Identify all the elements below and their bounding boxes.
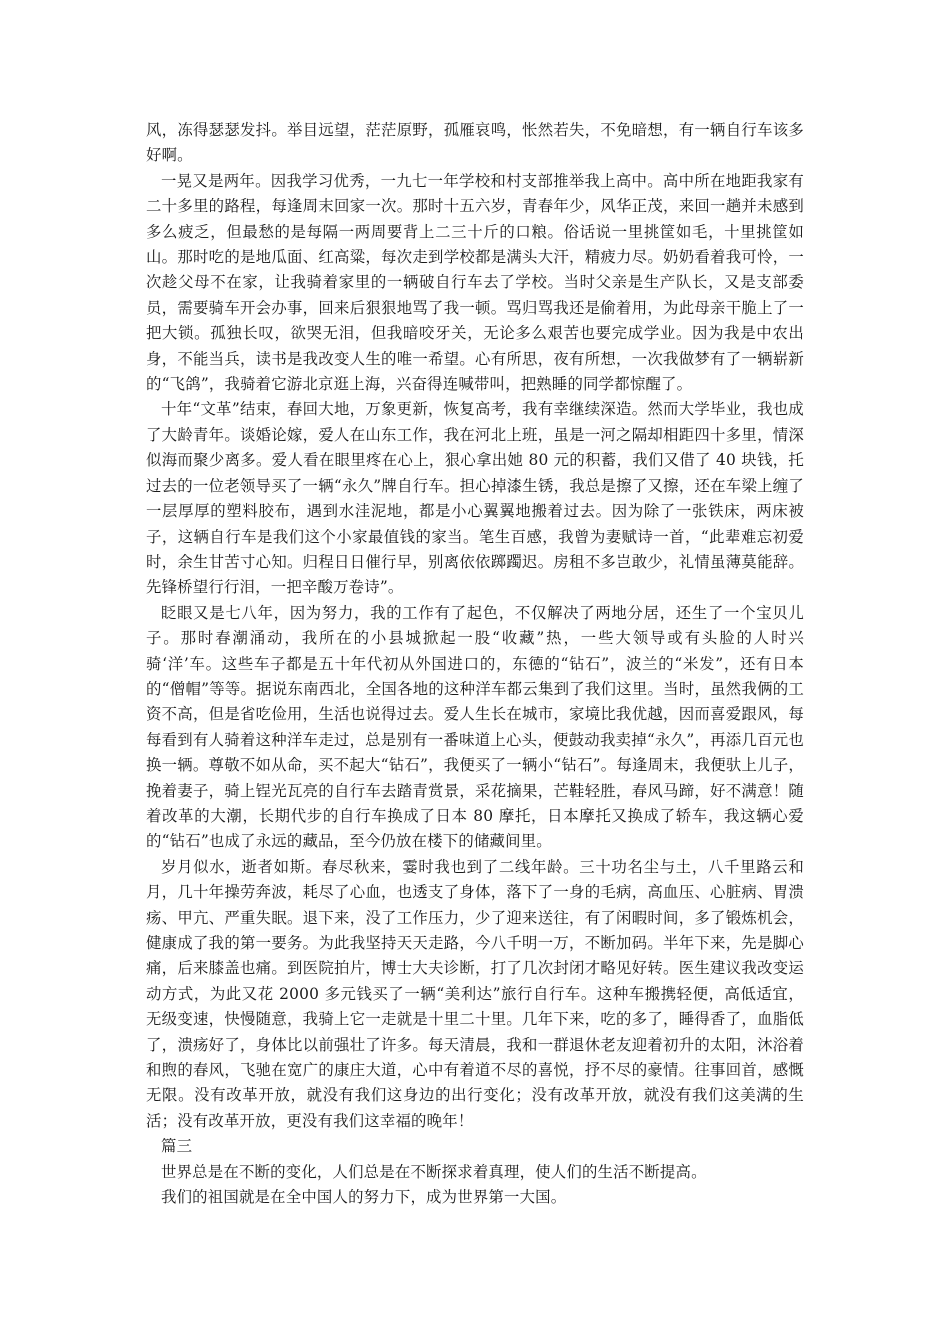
paragraph-2: 一晃又是两年。因我学习优秀，一九七一年学校和村支部推举我上高中。高中所在地距我家有二十多里的路程，每逢周末回家一次。那时十五六岁，青春年少，风华正茂，来回一趟并未感到多么疲乏，但最愁的是每隔一两周要背上二三十斤的口粮。俗话说一里挑筐如毛，十里挑筐如山。那时吃的是地瓜面、红高粱，每次走到学校都是满头大汗，精疲力尽。奶奶看着我可怜，一次趁父母不在家，让我骑着家里的一辆破自行车去了学校。当时父亲是生产队长，又是支部委员，需要骑车开会办事，回来后狠狠地骂了我一顿。骂归骂我还是偷着用，为此母亲干脆上了一把大锁。孤独长叹，欲哭无泪，但我暗咬牙关，无论多么艰苦也要完成学业。因为我是中农出身，不能当兵，读书是我改变人生的唯一希望。心有所思，夜有所想，一次我做梦有了一辆崭新的“飞鸽”，我骑着它游北京逛上海，兴奋得连喊带叫，把熟睡的同学都惊醒了。 <box>146 171 804 394</box>
section-heading: 篇三 <box>161 1137 193 1156</box>
paragraph-6: 世界总是在不断的变化，人们总是在不断探求着真理，使人们的生活不断提高。 <box>161 1162 707 1181</box>
paragraph-7: 我们的祖国就是在全中国人的努力下，成为世界第一大国。 <box>161 1188 567 1207</box>
paragraph-1: 风，冻得瑟瑟发抖。举目远望，茫茫原野，孤雁哀鸣，怅然若失，不免暗想，有一辆自行车该多好啊。 <box>146 121 804 165</box>
paragraph-3: 十年“文革”结束，春回大地，万象更新，恢复高考，我有幸继续深造。然而大学毕业，我也成了大龄青年。谈婚论嫁，爱人在山东工作，我在河北上班，虽是一河之隔却相距四十多里，情深似海而聚少离多。爱人看在眼里疼在心上，狠心拿出她 80 元的积蓄，我们又借了 40 块钱，托过去的一位老领导买了一辆“永久”牌自行车。担心掉漆生锈，我总是擦了又擦，还在车梁上缠了一层厚厚的塑料胶布，遇到水洼泥地，都是小心翼翼地搬着过去。因为除了一张铁床，两床被子，这辆自行车是我们这个小家最值钱的家当。笔生百感，我曾为妻赋诗一首，“此辈难忘初爱时，余生甘苦寸心知。归程日日催行早，别离依依踯躅迟。房租不多岂敢少，礼情虽薄莫能辞。先锋桥望行行泪，一把辛酸万卷诗”。 <box>146 400 804 597</box>
paragraph-4: 眨眼又是七八年，因为努力，我的工作有了起色，不仅解决了两地分居，还生了一个宝贝儿子。那时春潮涌动，我所在的小县城掀起一股“收藏”热，一些大领导或有头脸的人时兴骑‘洋’车。这些车子都是五十年代初从外国进口的，东德的“钻石”，波兰的“米发”，还有日本的“僧帽”等等。据说东南西北，全国各地的这种洋车都云集到了我们这里。当时，虽然我俩的工资不高，但是省吃俭用，生活也说得过去。爱人生长在城市，家境比我优越，因而喜爱跟风，每每看到有人骑着这种洋车走过，总是别有一番味道上心头，便鼓动我卖掉“永久”，再添几百元也换一辆。尊敬不如从命，买不起大“钻石”，我便买了一辆小“钻石”。每逢周末，我便驮上儿子，挽着妻子，骑上锃光瓦亮的自行车去踏青赏景，采花摘果，芒鞋轻胜，春风马蹄，好不满意！随着改革的大潮，长期代步的自行车换成了日本 80 摩托，日本摩托又换成了轿车，我这辆心爱的“钻石”也成了永远的藏品，至今仍放在楼下的储藏间里。 <box>146 603 804 851</box>
document-body <box>146 118 804 1210</box>
paragraph-5: 岁月似水，逝者如斯。春尽秋来，霎时我也到了二线年龄。三十功名尘与土，八千里路云和月，几十年操劳奔波，耗尽了心血，也透支了身体，落下了一身的毛病，高血压、心脏病、胃溃疡、甲亢、严重失眠。退下来，没了工作压力，少了迎来送往，有了闲暇时间，多了锻炼机会，健康成了我的第一要务。为此我坚持天天走路，今八千明一万，不断加码。半年下来，先是脚心痛，后来膝盖也痛。到医院拍片，博士大夫诊断，打了几次封闭才略见好转。医生建议我改变运动方式，为此又花 2000 多元钱买了一辆“美利达”旅行自行车。这种车搬携轻便，高低适宜，无级变速，快慢随意，我骑上它一走就是十里二十里。几年下来，吃的多了，睡得香了，血脂低了，溃疡好了，身体比以前强壮了许多。每天清晨，我和一群退休老友迎着初升的太阳，沐浴着和煦的春风，飞驰在宽广的康庄大道，心中有着道不尽的喜悦，抒不尽的豪情。往事回首，感慨无限。没有改革开放，就没有我们这身边的出行变化；没有改革开放，就没有我们这美满的生活；没有改革开放，更没有我们这幸福的晚年！ <box>146 857 804 1130</box>
